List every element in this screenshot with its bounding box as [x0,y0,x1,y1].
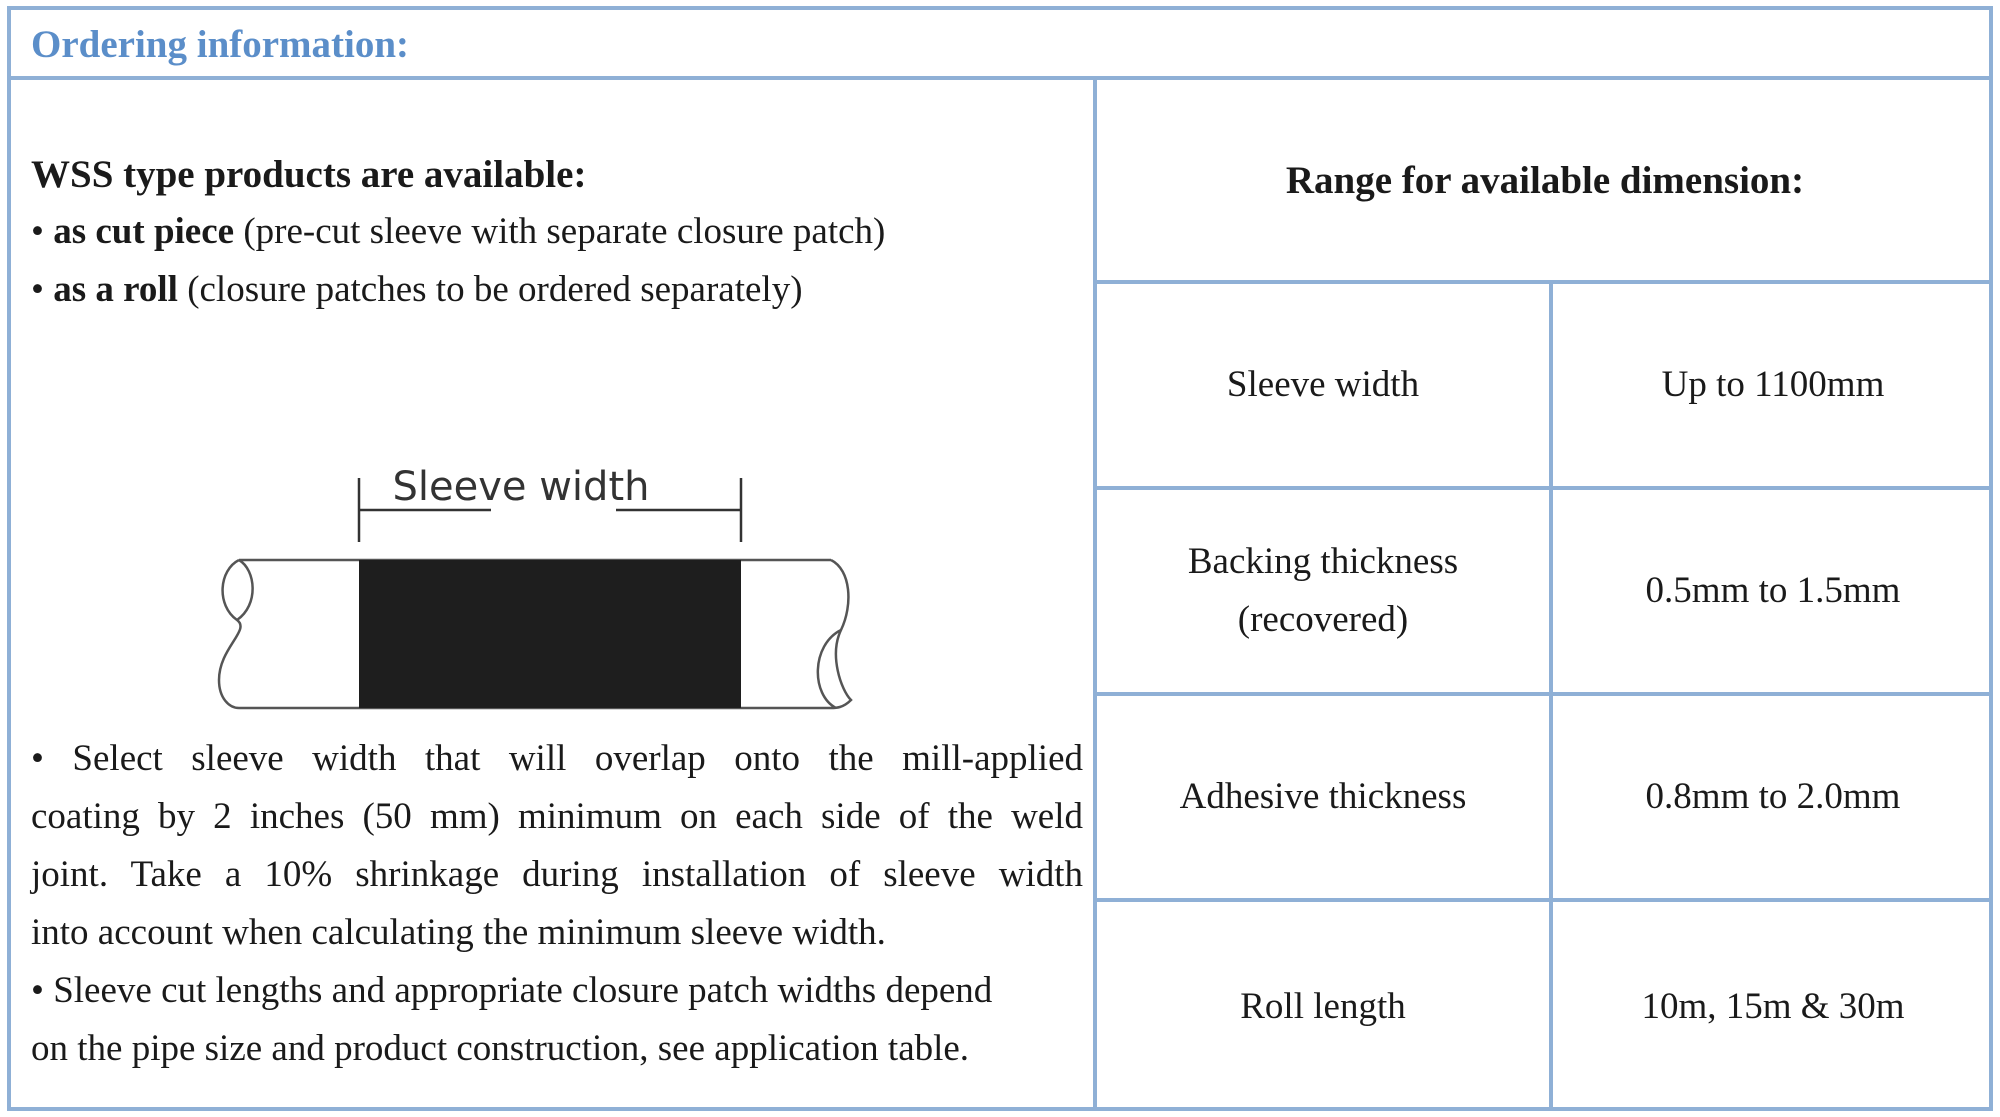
bullet-cut-piece [31,210,885,253]
row-label: Roll length [1240,985,1406,1027]
bullet-dot: • [31,211,54,252]
table-row [1097,898,1993,1111]
bullet-roll-bold: as a roll [53,269,178,310]
table-row [1097,280,1993,486]
bullet-roll-rest: (closure patches to be ordered separately) [177,269,803,310]
availability-heading: WSS type products are available: [31,153,587,196]
sleeve-width-label: Sleeve width [392,464,650,510]
bullet-roll [31,268,803,311]
instructions-paragraph [31,730,1083,1078]
row-value: 0.5mm to 1.5mm [1645,570,1901,611]
pipe-sleeve-illustration [211,380,911,720]
row-value: Up to 1100mm [1661,364,1885,405]
bullet-cut-piece-rest: (pre-cut sleeve with separate closure patch) [234,211,886,252]
para1-line4: into account when calculating the minimum sleeve width. [31,912,886,953]
range-title: Range for available dimension: [1285,158,1805,202]
para1-line3: joint. Take a 10% shrinkage during installation of sleeve width [31,854,1083,895]
row-label: Adhesive thickness [1179,776,1467,817]
bullet-cut-piece-bold: as cut piece [53,211,235,252]
table-row [1097,692,1993,898]
ordering-info-frame [7,6,1993,1111]
sleeve-band [359,560,741,708]
para1-line2: coating by 2 inches (50 mm) minimum on each side of the weld [31,796,1083,837]
para2-line2: on the pipe size and product construction, see application table. [31,1028,970,1069]
pipe-left-break [219,560,241,708]
row-label: Backing thickness (recovered) [1187,541,1459,640]
header-title: Ordering information: [31,23,410,66]
table-row [1097,486,1993,692]
para2-line1: • Sleeve cut lengths and appropriate closure patch widths depend [31,970,993,1011]
para1-line1: • Select sleeve width that will overlap onto the mill-applied [31,738,1083,779]
row-value: 10m, 15m & 30m [1641,985,1905,1027]
row-value: 0.8mm to 2.0mm [1645,776,1901,817]
pipe-left-break-inner [237,560,253,620]
bullet-dot: • [31,269,54,310]
dimension-table [1097,80,1993,1111]
row-label: Sleeve width [1226,364,1420,405]
sleeve-diagram [211,380,911,720]
header [11,10,1989,80]
left-panel [11,80,1093,1111]
